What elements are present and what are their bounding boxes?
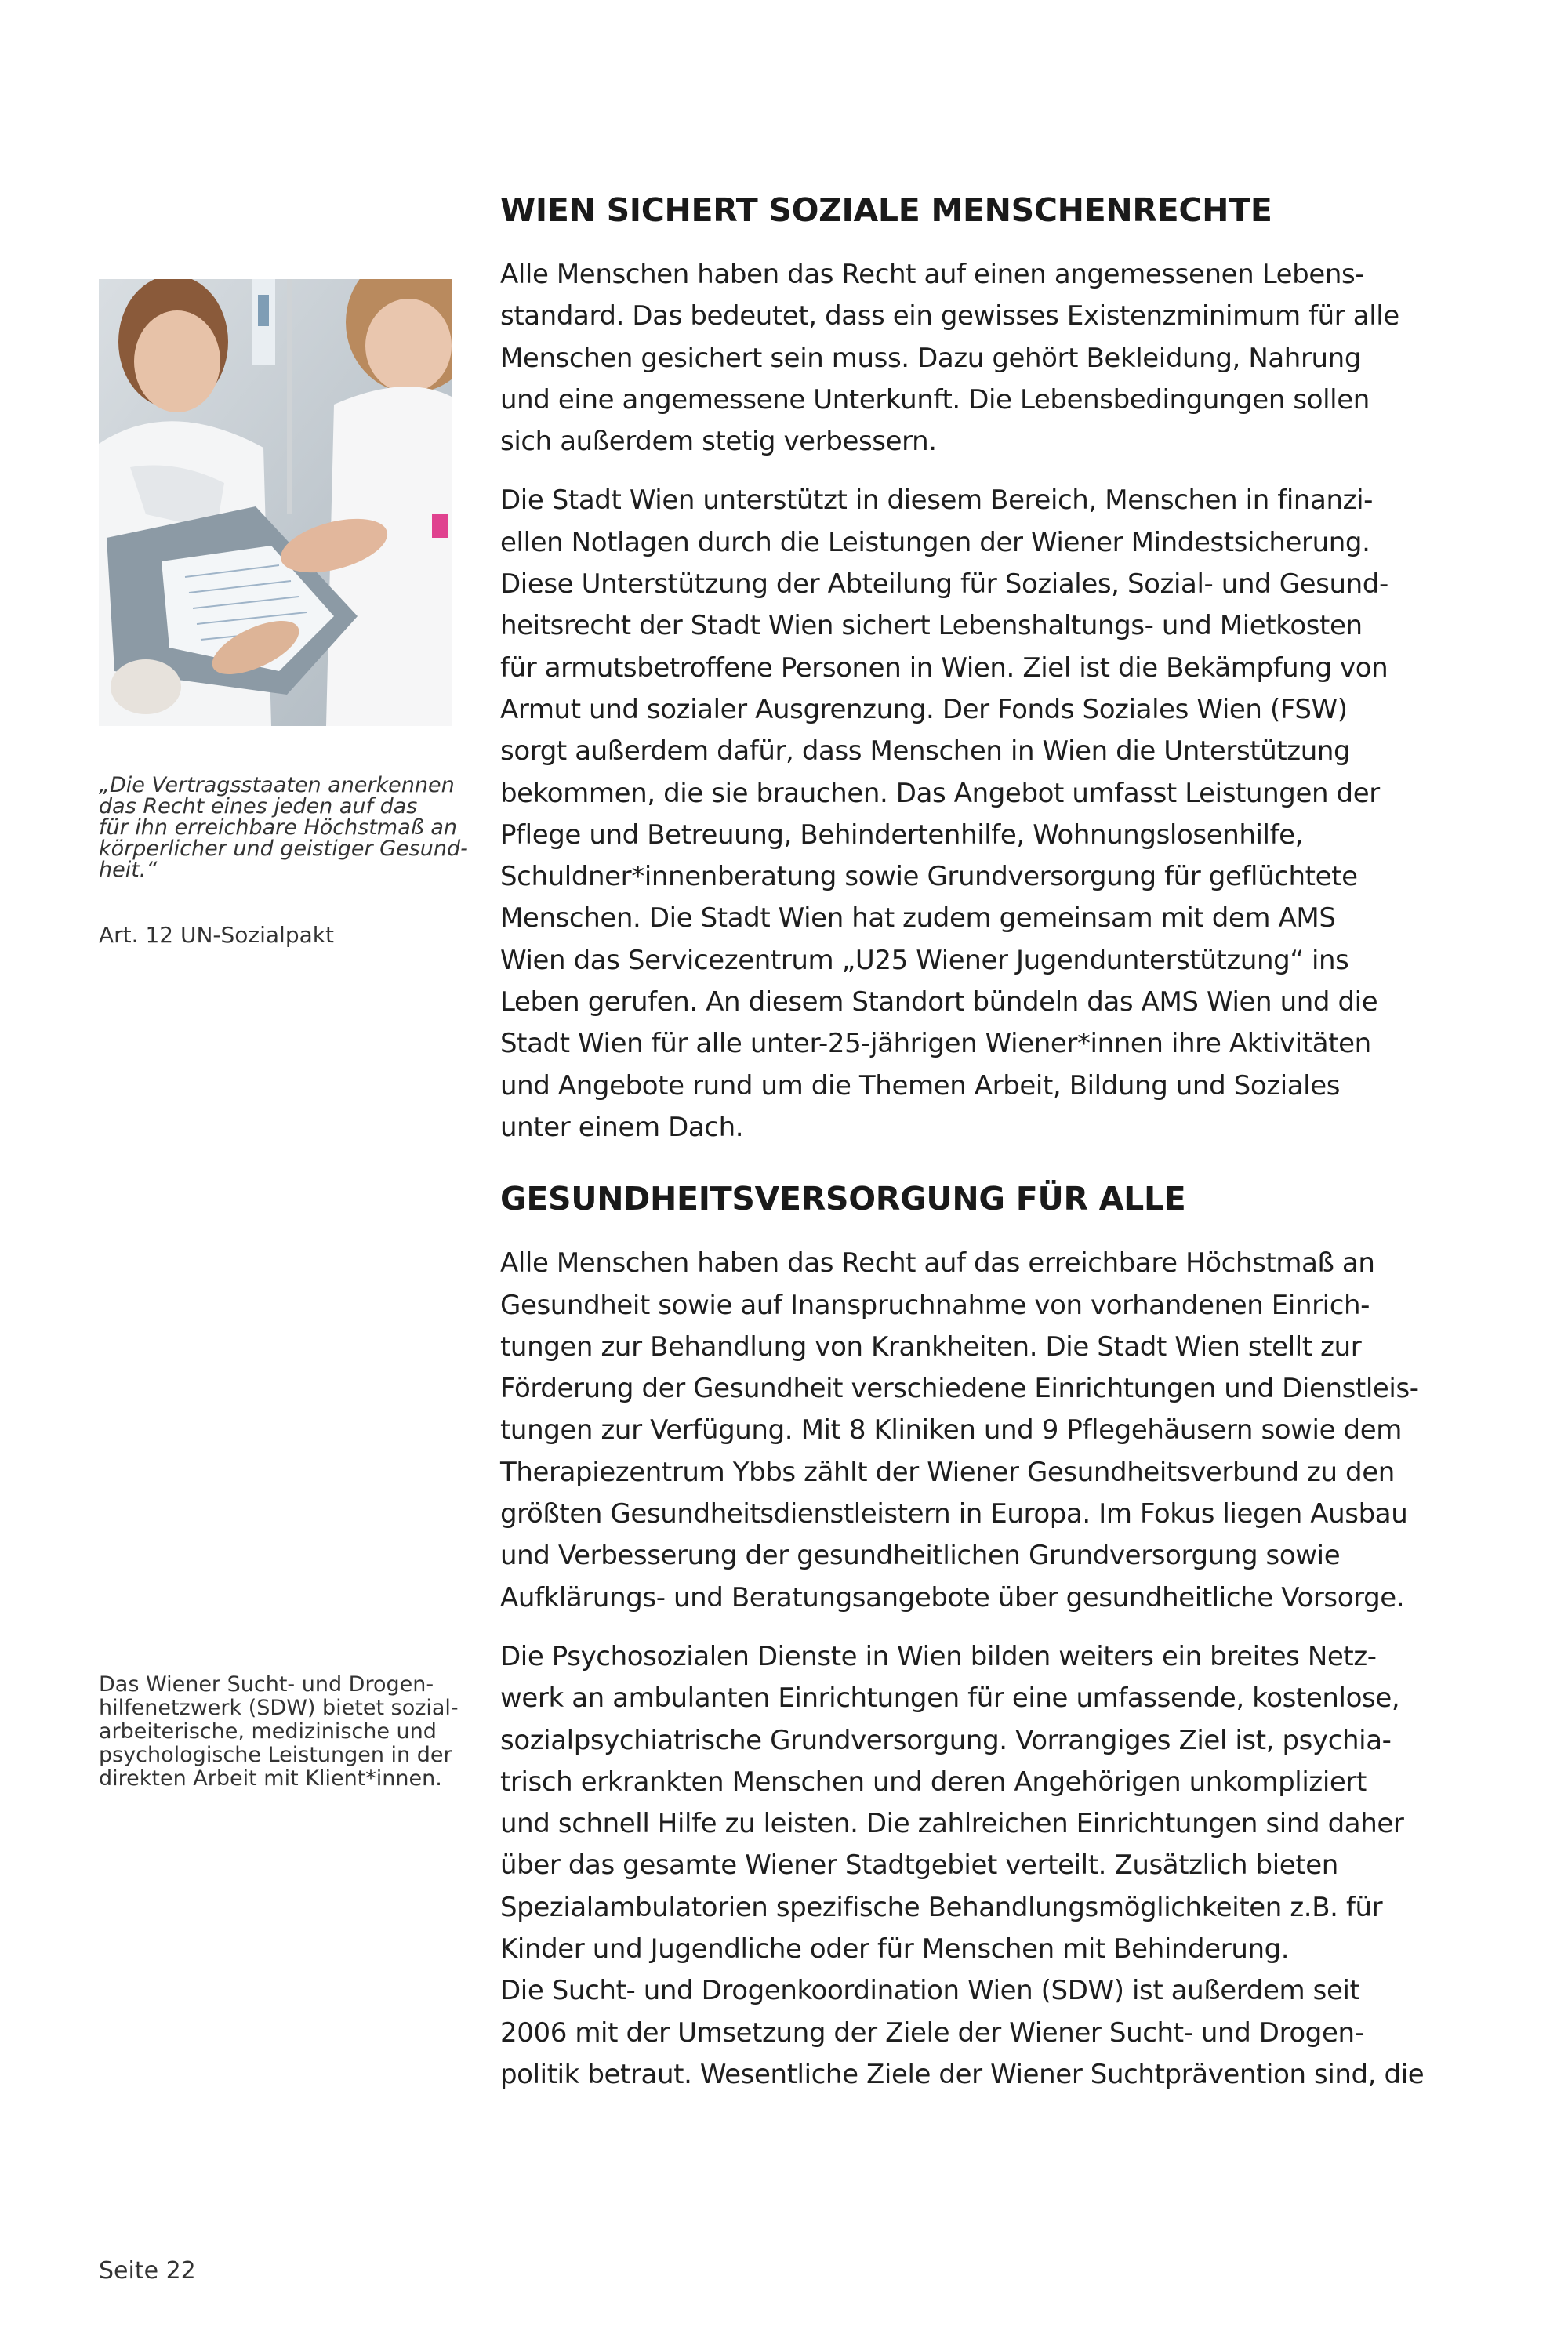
text-line: Menschen gesichert sein muss. Dazu gehört Bekleidung, Nahrung [500, 342, 1361, 374]
sidebar-note [99, 1673, 467, 1791]
text-line: und Angebote rund um die Themen Arbeit, Bildung und Soziales [500, 1069, 1341, 1102]
text-line: sich außerdem stetig verbessern. [500, 426, 937, 458]
text-line: Förderung der Gesundheit verschiedene Einrichtungen und Dienstleis- [500, 1373, 1419, 1405]
text-line: Schuldner*innenberatung sowie Grundversorgung für geflüchtete [500, 861, 1358, 893]
sidebar-quote [99, 773, 468, 882]
text-line: unter einem Dach. [500, 1111, 744, 1143]
quote-line: „Die Vertragsstaaten anerkennen [99, 773, 455, 797]
text-line: Alle Menschen haben das Recht auf einen angemessenen Lebens- [500, 259, 1365, 290]
note-line: direkten Arbeit mit Klient*innen. [99, 1766, 442, 1791]
quote-line: für ihn erreichbare Höchstmaß an [99, 815, 457, 840]
text-line: bekommen, die sie brauchen. Das Angebot umfasst Leistungen der [500, 777, 1380, 809]
text-line: Wien das Servicezentrum „U25 Wiener Jugendunterstützung“ ins [500, 944, 1349, 976]
note-line: Das Wiener Sucht- und Drogen- [99, 1672, 434, 1697]
text-line: Kinder und Jugendliche oder für Menschen mit Behinderung. [500, 1933, 1290, 1965]
text-line: Armut und sozialer Ausgrenzung. Der Fonds Soziales Wien (FSW) [500, 693, 1348, 725]
text-line: werk an ambulanten Einrichtungen für eine umfassende, kostenlose, [500, 1682, 1400, 1715]
text-line: und schnell Hilfe zu leisten. Die zahlreichen Einrichtungen sind daher [500, 1808, 1404, 1840]
nurses-photo-illustration [99, 279, 452, 726]
nurses-photo [99, 279, 452, 726]
text-line: tungen zur Verfügung. Mit 8 Kliniken und 9 Pflegehäusern sowie dem [500, 1414, 1402, 1446]
quote-line: das Recht eines jeden auf das [99, 794, 418, 818]
text-line: politik betraut. Wesentliche Ziele der Wiener Suchtprävention sind, die [500, 2058, 1425, 2090]
text-line: heitsrecht der Stadt Wien sichert Lebenshaltungs- und Mietkosten [500, 610, 1363, 642]
text-line: Die Sucht- und Drogenkoordination Wien (SDW) ist außerdem seit [500, 1975, 1360, 2007]
text-line: tungen zur Behandlung von Krankheiten. Die Stadt Wien stellt zur [500, 1330, 1362, 1363]
text-line: Stadt Wien für alle unter-25-jährigen Wiener*innen ihre Aktivitäten [500, 1028, 1371, 1060]
page-number: Seite 22 [99, 2257, 196, 2285]
text-line: Pflege und Betreuung, Behindertenhilfe, Wohnungslosenhilfe, [500, 818, 1304, 851]
quote-line: heit.“ [99, 858, 158, 882]
paragraph [500, 1636, 1472, 2096]
paragraph [500, 1243, 1472, 1619]
text-line: standard. Das bedeutet, dass ein gewisses Existenzminimum für alle [500, 300, 1399, 332]
text-line: und eine angemessene Unterkunft. Die Lebensbedingungen sollen [500, 383, 1370, 416]
text-line: Alle Menschen haben das Recht auf das erreichbare Höchstmaß an [500, 1247, 1375, 1279]
text-line: Gesundheit sowie auf Inanspruchnahme von vorhandenen Einrich- [500, 1289, 1370, 1321]
text-line: Leben gerufen. An diesem Standort bündeln das AMS Wien und die [500, 986, 1378, 1018]
text-line: und Verbesserung der gesundheitlichen Grundversorgung sowie [500, 1540, 1341, 1572]
text-line: sozialpsychiatrische Grundversorgung. Vorrangiges Ziel ist, psychia- [500, 1724, 1392, 1756]
text-line: sorgt außerdem dafür, dass Menschen in Wien die Unterstützung [500, 735, 1351, 768]
text-line: Therapiezentrum Ybbs zählt der Wiener Gesundheitsverbund zu den [500, 1456, 1395, 1488]
note-line: psychologische Leistungen in der [99, 1743, 452, 1767]
text-line: 2006 mit der Umsetzung der Ziele der Wiener Sucht- und Drogen- [500, 2016, 1364, 2049]
quote-line: körperlicher und geistiger Gesund- [99, 837, 468, 861]
text-line: Diese Unterstützung der Abteilung für Soziales, Sozial- und Gesund- [500, 568, 1388, 601]
text-line: über das gesamte Wiener Stadtgebiet verteilt. Zusätzlich bieten [500, 1849, 1338, 1882]
note-line: hilfenetzwerk (SDW) bietet sozial- [99, 1696, 459, 1720]
text-line: Aufklärungs- und Beratungsangebote über gesundheitliche Vorsorge. [500, 1581, 1405, 1613]
paragraph [500, 254, 1472, 463]
text-line: Menschen. Die Stadt Wien hat zudem gemeinsam mit dem AMS [500, 902, 1336, 935]
note-line: arbeiterische, medizinische und [99, 1719, 437, 1744]
paragraph [500, 480, 1472, 1149]
section-heading-healthcare: GESUNDHEITSVERSORGUNG FÜR ALLE [500, 1180, 1186, 1218]
text-line: für armutsbetroffene Personen in Wien. Ziel ist die Bekämpfung von [500, 652, 1388, 684]
text-line: trisch erkrankten Menschen und deren Angehörigen unkompliziert [500, 1766, 1367, 1798]
quote-source: Art. 12 UN-Sozialpakt [99, 922, 334, 948]
text-line: größten Gesundheitsdienstleistern in Europa. Im Fokus liegen Ausbau [500, 1498, 1408, 1530]
main-column [500, 188, 1472, 2113]
section-heading-social-rights: WIEN SICHERT SOZIALE MENSCHENRECHTE [500, 191, 1272, 229]
text-line: Die Stadt Wien unterstützt in diesem Bereich, Menschen in finanzi- [500, 485, 1373, 517]
text-line: Die Psychosozialen Dienste in Wien bilden weiters ein breites Netz- [500, 1640, 1377, 1672]
text-line: ellen Notlagen durch die Leistungen der Wiener Mindestsicherung. [500, 526, 1370, 558]
text-line: Spezialambulatorien spezifische Behandlungsmöglichkeiten z.B. für [500, 1891, 1383, 1923]
